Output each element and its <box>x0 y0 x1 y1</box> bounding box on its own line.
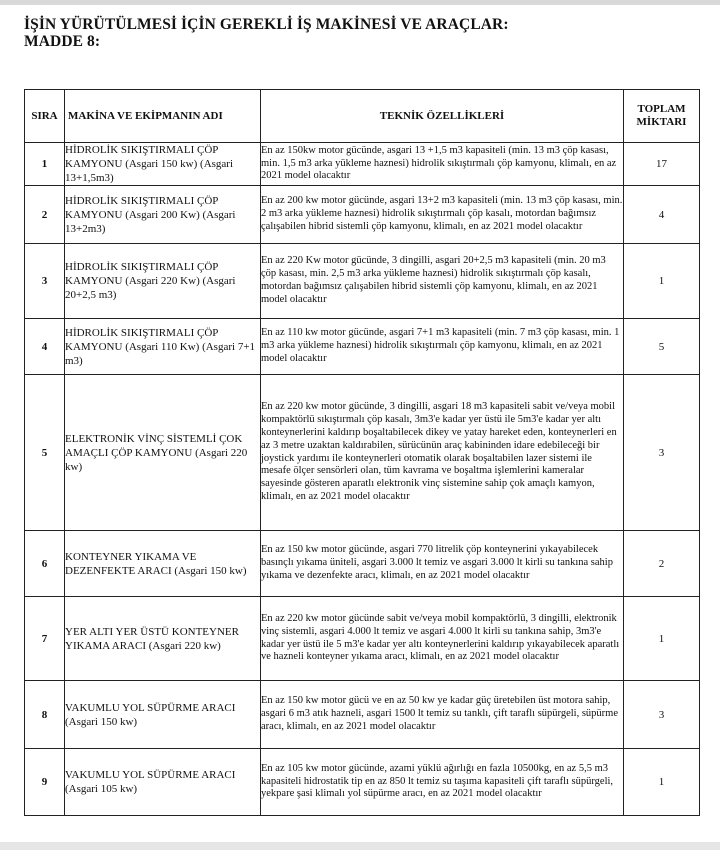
machine-name: HİDROLİK SIKIŞTIRMALI ÇÖP KAMYONU (Asgari 150 kw) (Asgari 13+1,5m3) <box>65 143 261 186</box>
machine-name: HİDROLİK SIKIŞTIRMALI ÇÖP KAMYONU (Asgari 110 Kw) (Asgari 7+1 m3) <box>65 319 261 375</box>
quantity: 1 <box>624 749 700 816</box>
table-row <box>25 749 700 816</box>
machine-name: KONTEYNER YIKAMA VE DEZENFEKTE ARACI (Asgari 150 kw) <box>65 531 261 597</box>
quantity: 4 <box>624 186 700 244</box>
top-divider <box>0 0 720 5</box>
quantity: 5 <box>624 319 700 375</box>
table-row <box>25 597 700 681</box>
row-number: 5 <box>25 375 65 531</box>
header-machine-name: MAKİNA VE EKİPMANIN ADI <box>65 90 261 143</box>
technical-spec: En az 150kw motor gücünde, asgari 13 +1,5 m3 kapasiteli (min. 13 m3 çöp kasası, min. 1,5 m3 arka yükleme haznesi) hidrolik sıkıştırmalı çöp kamyonu, klimalı, en az 2021 model olacaktır <box>261 143 624 186</box>
header-qty-line1: TOPLAM <box>637 103 686 115</box>
technical-spec: En az 200 kw motor gücünde, asgari 13+2 m3 kapasiteli (min. 13 m3 çöp kasası, min. 2 m3 arka yükleme haznesi) hidrolik sıkıştırmalı çöp kasalı, motordan bağımsız çalışabilen hibrid sistemli çöp kamyonu, klimalı, en az 2021 model olacaktır <box>261 186 624 244</box>
row-number: 1 <box>25 143 65 186</box>
quantity: 1 <box>624 244 700 319</box>
quantity: 3 <box>624 375 700 531</box>
row-number: 4 <box>25 319 65 375</box>
heading-title: İŞİN YÜRÜTÜLMESİ İÇİN GEREKLİ İŞ MAKİNESİ VE ARAÇLAR: <box>24 16 509 33</box>
table-row <box>25 531 700 597</box>
table-row <box>25 244 700 319</box>
quantity: 3 <box>624 681 700 749</box>
technical-spec: En az 220 Kw motor gücünde, 3 dingilli, asgari 20+2,5 m3 kapasiteli (min. 20 m3 çöp kasası, min. 2,5 m3 arka yükleme haznesi) hidrolik sıkıştırmalı çöp kasalı, motordan bağımsız çalışabilen hibrid sistemli çöp kamyonu, klimalı, en az 2021 model olacaktır <box>261 244 624 319</box>
technical-spec: En az 220 kw motor gücünde, 3 dingilli, asgari 18 m3 kapasiteli sabit ve/veya mobil kompaktörlü sıkıştırmalı çöp kasalı, 3m3'e kadar yer üstü ile 5m3'e kadar yer altı konteynerlerini kaldırıp boşaltabilecek dikey ve yatay hareket eden, konteynerleri en az 3 metre uzaktan kaldırabilen, sürücünün araç kabininden idare edebileceği bir joystick yardımı ile konteynerleri otomatik olarak boşaltabilen lazer sistemi ile mesafe ölçer sensörleri olan, tüm kavrama ve boşaltma işlemlerini kameralar sayesinde gösteren aparatlı elektronik vinç sistemine sahip çok amaçlı kamyon, klimalı, en az 2021 model olacaktır <box>261 375 624 531</box>
quantity: 17 <box>624 143 700 186</box>
equipment-table <box>24 89 700 816</box>
heading-article: MADDE 8: <box>24 33 101 50</box>
quantity: 1 <box>624 597 700 681</box>
bottom-divider <box>0 842 720 850</box>
machine-name: ELEKTRONİK VİNÇ SİSTEMLİ ÇOK AMAÇLI ÇÖP KAMYONU (Asgari 220 kw) <box>65 375 261 531</box>
document-heading <box>24 16 509 50</box>
technical-spec: En az 150 kw motor gücünde, asgari 770 litrelik çöp konteynerini yıkayabilecek basınçlı yıkama üniteli, asgari 3.000 lt temiz ve asgari 3.000 lt kirli su tankına sahip yıkama ve dezenfekte aracı, klimalı, en az 2021 model olacaktır <box>261 531 624 597</box>
machine-name: HİDROLİK SIKIŞTIRMALI ÇÖP KAMYONU (Asgari 220 Kw) (Asgari 20+2,5 m3) <box>65 244 261 319</box>
table-row <box>25 375 700 531</box>
machine-name: VAKUMLU YOL SÜPÜRME ARACI (Asgari 105 kw) <box>65 749 261 816</box>
table-header-row <box>25 90 700 143</box>
table-row <box>25 681 700 749</box>
header-technical-specs: TEKNİK ÖZELLİKLERİ <box>261 90 624 143</box>
header-sira: SIRA <box>25 90 65 143</box>
technical-spec: En az 150 kw motor gücü ve en az 50 kw ye kadar güç üretebilen üst motora sahip, asgari 6 m3 atık hazneli, asgari 1500 lt temiz su tanklı, çift taraflı süpürgeli, süpürme aracı, klimalı, en az 2021 model olacaktır <box>261 681 624 749</box>
header-qty-line2: MİKTARI <box>636 116 687 128</box>
row-number: 2 <box>25 186 65 244</box>
header-total-quantity <box>624 90 700 143</box>
machine-name: YER ALTI YER ÜSTÜ KONTEYNER YIKAMA ARACI (Asgari 220 kw) <box>65 597 261 681</box>
machine-name: HİDROLİK SIKIŞTIRMALI ÇÖP KAMYONU (Asgari 200 Kw) (Asgari 13+2m3) <box>65 186 261 244</box>
machine-name: VAKUMLU YOL SÜPÜRME ARACI (Asgari 150 kw) <box>65 681 261 749</box>
row-number: 9 <box>25 749 65 816</box>
technical-spec: En az 110 kw motor gücünde, asgari 7+1 m3 kapasiteli (min. 7 m3 çöp kasası, min. 1 m3 arka yükleme haznesi) hidrolik sıkıştırmalı çöp kamyonu, klimalı, en az 2021 model olacaktır <box>261 319 624 375</box>
row-number: 3 <box>25 244 65 319</box>
table-row <box>25 143 700 186</box>
row-number: 7 <box>25 597 65 681</box>
row-number: 6 <box>25 531 65 597</box>
quantity: 2 <box>624 531 700 597</box>
row-number: 8 <box>25 681 65 749</box>
table-row <box>25 319 700 375</box>
table-row <box>25 186 700 244</box>
technical-spec: En az 105 kw motor gücünde, azami yüklü ağırlığı en fazla 10500kg, en az 5,5 m3 kapasiteli hidrostatik tip en az 850 lt temiz su taşıma kapasiteli çift taraflı süpürgeli, yekpare şasi klimalı yol süpürme aracı, en az 2021 model olacaktır <box>261 749 624 816</box>
technical-spec: En az 220 kw motor gücünde sabit ve/veya mobil kompaktörlü, 3 dingilli, elektronik vinç sistemli, asgari 4.000 lt temiz ve asgari 4.000 lt kirli su tankına sahip, 3m3'e kadar yer üstü ile 5 m3'e kadar yer altı konteynerlerini kaldırıp yıkayabilecek aparatlı ve hazneli konteyner yıkama aracı, klimalı, en az 2021 model olacaktır <box>261 597 624 681</box>
